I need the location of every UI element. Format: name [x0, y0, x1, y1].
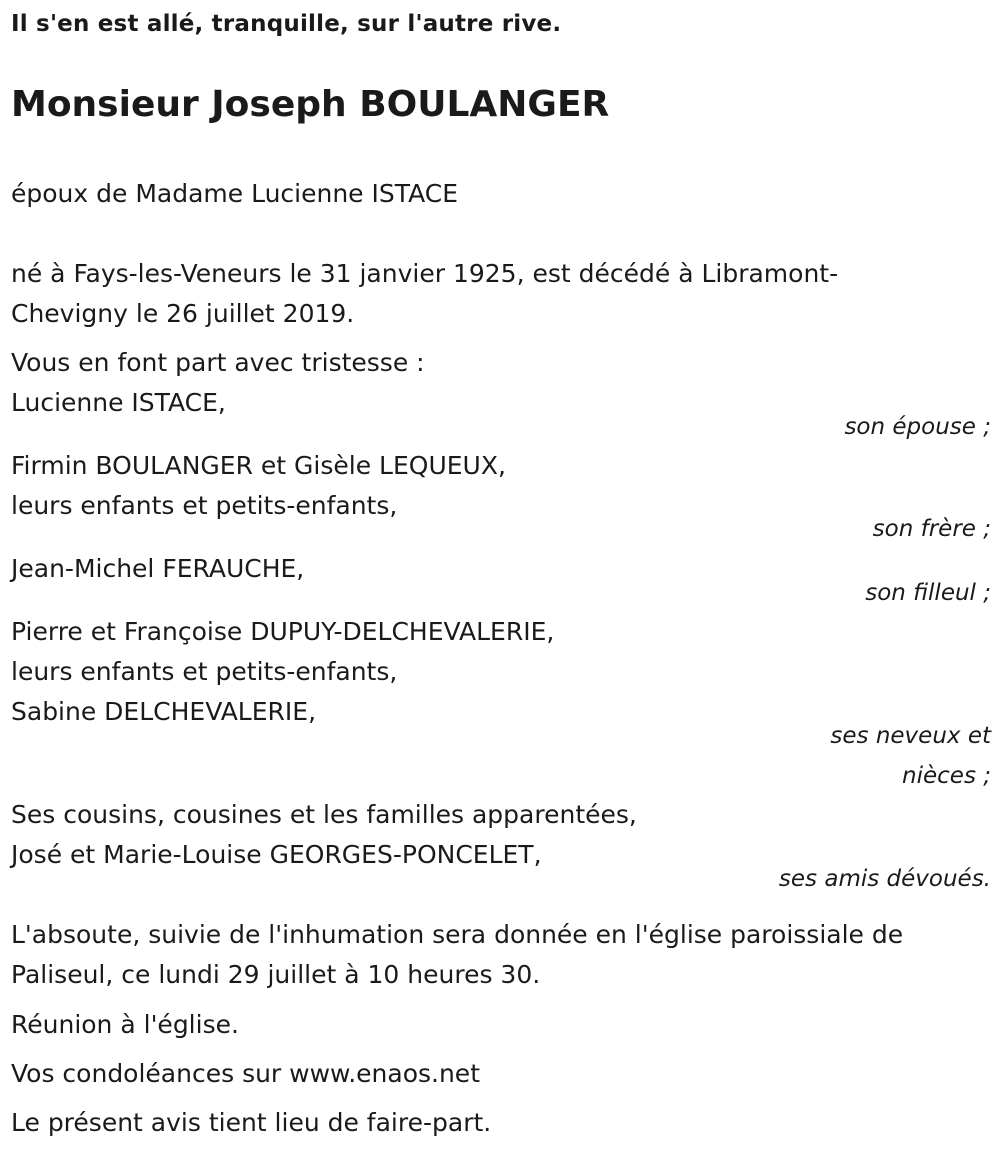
- announcement-intro: Vous en font part avec tristesse :: [11, 348, 425, 377]
- family-role: son frère ;: [872, 516, 991, 542]
- ceremony-line-2: Paliseul, ce lundi 29 juillet à 10 heures 30.: [11, 960, 541, 989]
- family-name-line: leurs enfants et petits-enfants,: [11, 657, 398, 686]
- condolences-line: Vos condoléances sur www.enaos.net: [11, 1059, 480, 1088]
- closing-line: Le présent avis tient lieu de faire-part.: [11, 1108, 492, 1137]
- family-role: ses amis dévoués.: [778, 866, 991, 892]
- family-role: son filleul ;: [865, 580, 991, 606]
- family-name-line: Lucienne ISTACE,: [11, 388, 226, 417]
- ceremony-line-1: L'absoute, suivie de l'inhumation sera donnée en l'église paroissiale de: [11, 920, 904, 949]
- deceased-name: Monsieur Joseph BOULANGER: [11, 84, 610, 125]
- motto: Il s'en est allé, tranquille, sur l'autre rive.: [11, 11, 562, 37]
- family-name-line: Jean-Michel FERAUCHE,: [11, 554, 305, 583]
- family-name-line: Firmin BOULANGER et Gisèle LEQUEUX,: [11, 451, 506, 480]
- birth-death-line-1: né à Fays-les-Veneurs le 31 janvier 1925, est décédé à Libramont-: [11, 259, 839, 288]
- spouse-line: époux de Madame Lucienne ISTACE: [11, 179, 458, 208]
- meeting-line: Réunion à l'église.: [11, 1010, 239, 1039]
- family-role: son épouse ;: [844, 414, 991, 440]
- birth-death-line-2: Chevigny le 26 juillet 2019.: [11, 299, 355, 328]
- family-role: nièces ;: [902, 763, 991, 789]
- family-name-line: Pierre et Françoise DUPUY-DELCHEVALERIE,: [11, 617, 555, 646]
- family-name-line: Sabine DELCHEVALERIE,: [11, 697, 317, 726]
- family-name-line: José et Marie-Louise GEORGES-PONCELET,: [11, 840, 542, 869]
- family-role: ses neveux et: [830, 723, 991, 749]
- family-name-line: Ses cousins, cousines et les familles apparentées,: [11, 800, 637, 829]
- family-name-line: leurs enfants et petits-enfants,: [11, 491, 398, 520]
